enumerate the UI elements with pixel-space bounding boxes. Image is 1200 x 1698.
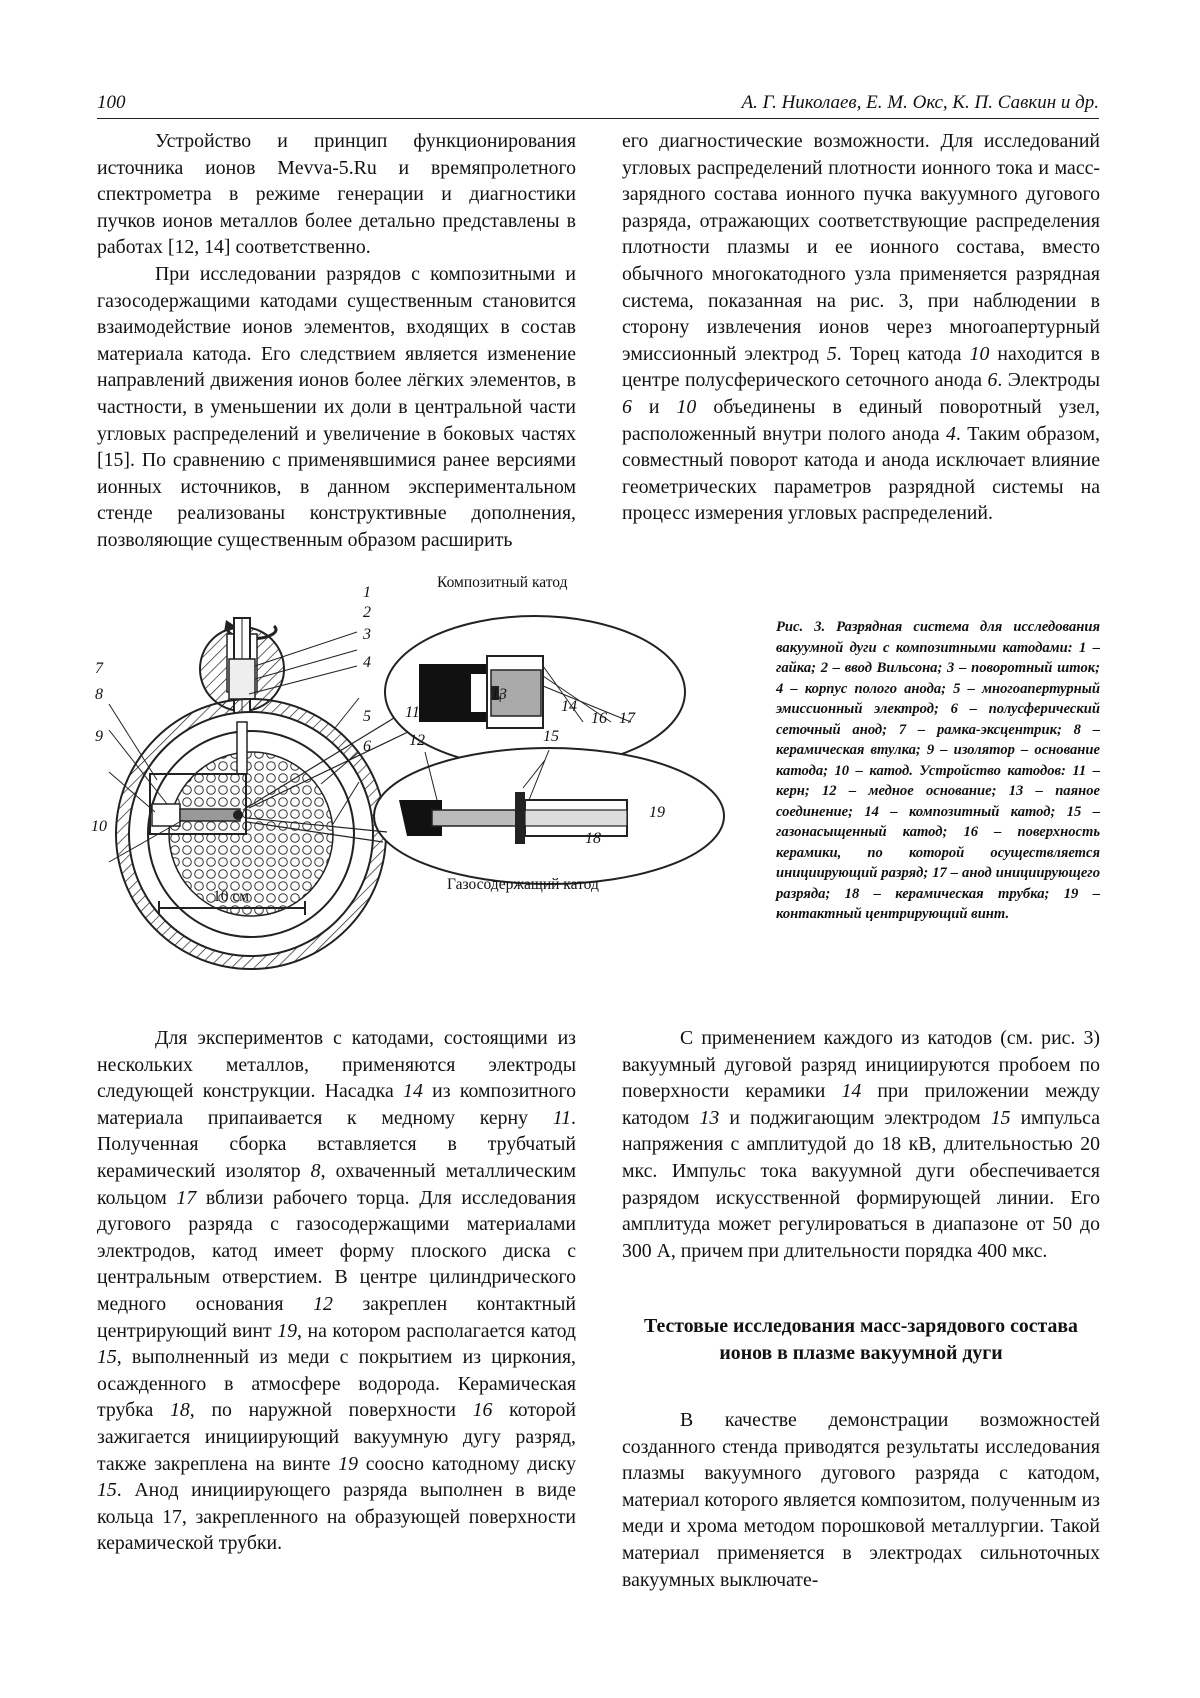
right-column-bottom: [622, 1025, 1100, 1264]
label-composite-cathode: Композитный катод: [437, 574, 568, 591]
cathode: [180, 809, 240, 821]
fig-num-12: 12: [409, 732, 425, 749]
fig-num-10: 10: [91, 818, 107, 835]
paragraph: В качестве демонстрации возможностей созданного стенда приводятся результаты исследования плазмы вакуумного дугового разряда с катодом, материал которого является композитом, полученным из меди и хрома методом порошковой металлургии. Такой материал применяется в электродах сильноточных вакуумных выключате-: [622, 1409, 1100, 1591]
running-header: [97, 88, 1099, 119]
figure-drawing: [97, 604, 767, 1004]
fig-num-4: 4: [363, 654, 371, 671]
label-gas-cathode: Газосодержащий катод: [447, 876, 599, 893]
right-column-top: [622, 128, 1100, 527]
fig-num-3: 3: [363, 626, 371, 643]
fig-num-19: 19: [649, 804, 665, 821]
fig-num-18: 18: [585, 830, 601, 847]
paragraph: Устройство и принцип функционирования источника ионов Mevva-5.Ru и времяпролетного спектрометра в режиме генерации и диагностики пучков ионов металлов более детально представлены в работах [12, 14] соответственно.: [97, 130, 576, 259]
fig-num-11: 11: [405, 704, 420, 721]
fig-num-14: 14: [561, 698, 577, 715]
section-heading: Тестовые исследования масс-зарядового состава ионов в плазме вакуумной дуги: [644, 1315, 1078, 1364]
fig-num-2: 2: [363, 604, 371, 621]
paragraph: С применением каждого из катодов (см. рис. 3) вакуумный дуговой разряд инициируются пробоем по поверхности керамики 14 при приложении между катодом 13 и поджигающим электродом 15 импульса напряжения с амплитудой до 18 кВ, длительностью 20 мкс. Импульс тока вакуумной дуги обеспечивается разрядом искусственной формирующей линии. Его амплитуда может регулироваться в диапазоне от 50 до 300 А, причем при длительности порядка 400 мкс.: [622, 1027, 1100, 1262]
section-text: [622, 1407, 1100, 1593]
page-number: 100: [97, 92, 126, 113]
figure-discharge-system: [91, 574, 767, 1004]
left-column-bottom: [97, 1025, 576, 1557]
fig-num-8: 8: [95, 686, 103, 703]
fig-num-5: 5: [363, 708, 371, 725]
fig-num-16: 16: [591, 710, 607, 727]
fig-num-9: 9: [95, 728, 103, 745]
figure-caption: Рис. 3. Разрядная система для исследования вакуумной дуги с композитными катодами: 1 – гайка; 2 – ввод Вильсона; 3 – поворотный шток; 4 – корпус полого анода; 5 – многоапертурный эмиссионный электрод; 6 – полусферический сеточный анод; 7 – рамка-эксцентрик; 8 – керамическая втулка; 9 – изолятор – основание катода; 10 – катод. Устройство катодов: 11 – керн; 12 – медное основание; 13 – паяное соединение; 14 – композитный катод; 15 – газонасыщенный катод; 16 – поверхность керамики, по которой осуществляется инициирующий разряд; 17 – анод инициирующего разряда; 18 – керамическая трубка; 19 – контактный центрирующий винт.: [776, 619, 1100, 922]
left-column-top: [97, 128, 576, 554]
paragraph: При исследовании разрядов с композитными и газосодержащими катодами существенным становится взаимодействие ионов элементов, входящих в состав материала катода. Его следствием является изменение направлений движения ионов более лёгких элементов, в частности, в уменьшении их доли в центральной части угловых распределений и увеличение в боковых частях [15]. По сравнению с применявшимися ранее версиями ионных источников, в данном экспериментальном стенде реализованы конструктивные дополнения, позволяющие существенным образом расширить: [97, 262, 576, 551]
scale-label: 10 см: [213, 888, 250, 905]
paragraph: его диагностические возможности. Для исследований угловых распределений плотности ионного тока и масс-зарядного состава ионного пучка вакуумного дугового разряда, отражающих соответствующие распределения плотности плазмы и ее ионного состава, вместо обычного многокатодного узла применяется разрядная система, показанная на рис. 3, при наблюдении в сторону извлечения ионов через многоапертурный эмиссионный электрод 5. Торец катода 10 находится в центре полусферического сеточного анода 6. Электроды 6 и 10 объединены в единый поворотный узел, расположенный внутри полого анода 4. Таким образом, совместный поворот катода и анода исключает влияние геометрических параметров разрядной системы на процесс измерения угловых распределений.: [622, 130, 1100, 525]
fig-num-13: 13: [491, 686, 507, 703]
fig-num-17: 17: [619, 710, 635, 727]
fig-num-1: 1: [363, 584, 371, 601]
fig-num-7: 7: [95, 660, 103, 677]
fig-num-15: 15: [543, 728, 559, 745]
running-authors: А. Г. Николаев, Е. М. Окс, К. П. Савкин и др.: [741, 92, 1099, 113]
fig-num-6: 6: [363, 738, 371, 755]
paragraph: Для экспериментов с катодами, состоящими из нескольких металлов, применяются электроды следующей конструкции. Насадка 14 из композитного материала припаивается к медному керну 11. Полученная сборка вставляется в трубчатый керамический изолятор 8, охваченный металлическим кольцом 17 вблизи рабочего торца. Для исследования дугового разряда с газосодержащими материалами электродов, катод имеет форму плоского диска с центральным отверстием. В центре цилиндрического медного основания 12 закреплен контактный центрирующий винт 19, на котором располагается катод 15, выполненный из меди с покрытием из циркония, осажденного в атмосфере водорода. Керамическая трубка 18, по наружной поверхности 16 которой зажигается инициирующий вакуумную дугу разряд, также закреплена на винте 19 соосно катодному диску 15. Анод инициирующего разряда выполнен в виде кольца 17, закрепленного на образующей поверхности керамической трубки.: [97, 1027, 577, 1555]
